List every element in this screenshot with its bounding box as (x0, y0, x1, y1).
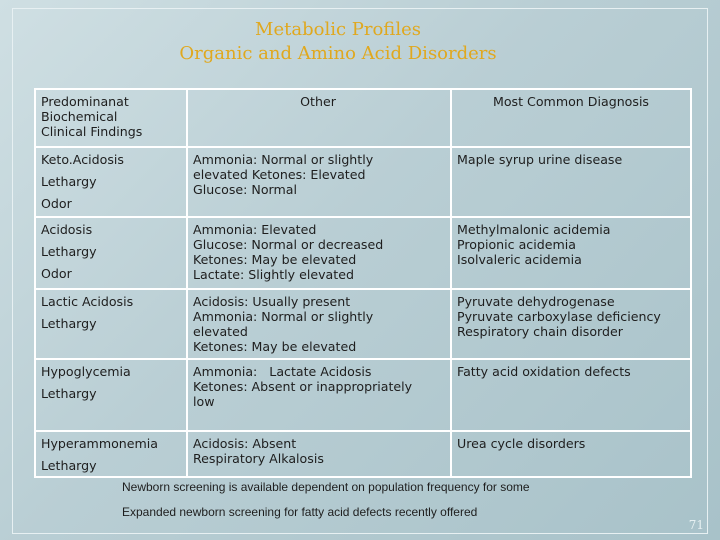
diagnosis-item: Pyruvate dehydrogenase (457, 294, 615, 309)
header-col2-label: Other (300, 94, 336, 109)
findings-cell (36, 360, 182, 430)
footnote-expanded-screening: Expanded newborn screening for fatty acid defects recently offered (122, 505, 478, 519)
metabolic-profiles-table (34, 88, 692, 478)
finding-item: Acidosis (41, 222, 93, 237)
table-row (36, 216, 690, 288)
table-row (36, 430, 690, 476)
diagnosis-cell (450, 218, 690, 288)
diagnosis-item: Pyruvate carboxylase deficiency (457, 309, 661, 324)
finding-item: Lethargy (41, 316, 97, 331)
other-item: Glucose: Normal (193, 182, 297, 197)
header-clinical-findings (36, 90, 182, 146)
header-col1-line: Biochemical (41, 109, 118, 124)
header-col1-line: Clinical Findings (41, 124, 143, 139)
finding-item: Lethargy (41, 244, 97, 259)
diagnosis-cell (450, 148, 690, 216)
finding-item: Lethargy (41, 458, 97, 473)
header-col3-label: Most Common Diagnosis (492, 94, 649, 109)
diagnosis-cell (450, 360, 690, 430)
header-col1-line: Predominanat (41, 94, 129, 109)
diagnosis-item: Fatty acid oxidation defects (457, 364, 631, 379)
diagnosis-item: Respiratory chain disorder (457, 324, 623, 339)
other-item: Acidosis: Usually present (193, 294, 351, 309)
findings-cell (36, 432, 182, 476)
other-cell (186, 290, 448, 358)
diagnosis-item: Methylmalonic acidemia (457, 222, 611, 237)
other-item: Glucose: Normal or decreased (193, 237, 384, 252)
other-item: Ketones: May be elevated (193, 252, 357, 267)
finding-item: Odor (41, 196, 72, 211)
other-item: Respiratory Alkalosis (193, 451, 324, 466)
findings-cell (36, 218, 182, 288)
table-row (36, 288, 690, 358)
findings-cell (36, 290, 182, 358)
finding-item: Hypoglycemia (41, 364, 131, 379)
table-header-row (36, 90, 690, 146)
other-item: Acidosis: Absent (193, 436, 297, 451)
other-item: Ketones: May be elevated (193, 339, 357, 354)
diagnosis-cell (450, 290, 690, 358)
findings-cell (36, 148, 182, 216)
finding-item: Hyperammonemia (41, 436, 159, 451)
other-item: elevated Ketones: Elevated (193, 167, 366, 182)
finding-item: Odor (41, 266, 72, 281)
other-item: Ammonia: Normal or slightly (193, 309, 374, 324)
slide-title (0, 18, 676, 66)
finding-item: Lactic Acidosis (41, 294, 134, 309)
finding-item: Lethargy (41, 174, 97, 189)
other-cell (186, 148, 448, 216)
other-cell (186, 432, 448, 476)
other-item: Lactate: Slightly elevated (193, 267, 354, 282)
diagnosis-item: Isolvaleric acidemia (457, 252, 582, 267)
other-item: Ammonia: Elevated (193, 222, 317, 237)
other-item: elevated (193, 324, 248, 339)
finding-item: Keto.Acidosis (41, 152, 124, 167)
other-item: Ammonia: Lactate Acidosis (193, 364, 372, 379)
finding-item: Lethargy (41, 386, 97, 401)
diagnosis-item: Urea cycle disorders (457, 436, 586, 451)
header-other (186, 90, 448, 146)
footnote-newborn-screening: Newborn screening is available dependent on population frequency for some (122, 480, 530, 494)
title-line-2: Organic and Amino Acid Disorders (179, 43, 497, 64)
page-number: 71 (688, 518, 704, 532)
other-item: Ammonia: Normal or slightly (193, 152, 374, 167)
table-row (36, 146, 690, 216)
table-row (36, 358, 690, 430)
other-cell (186, 218, 448, 288)
other-cell (186, 360, 448, 430)
diagnosis-cell (450, 432, 690, 476)
header-diagnosis (450, 90, 690, 146)
diagnosis-item: Propionic acidemia (457, 237, 576, 252)
other-item: low (193, 394, 215, 409)
title-line-1: Metabolic Profiles (255, 19, 421, 40)
diagnosis-item: Maple syrup urine disease (457, 152, 623, 167)
other-item: Ketones: Absent or inappropriately (193, 379, 413, 394)
